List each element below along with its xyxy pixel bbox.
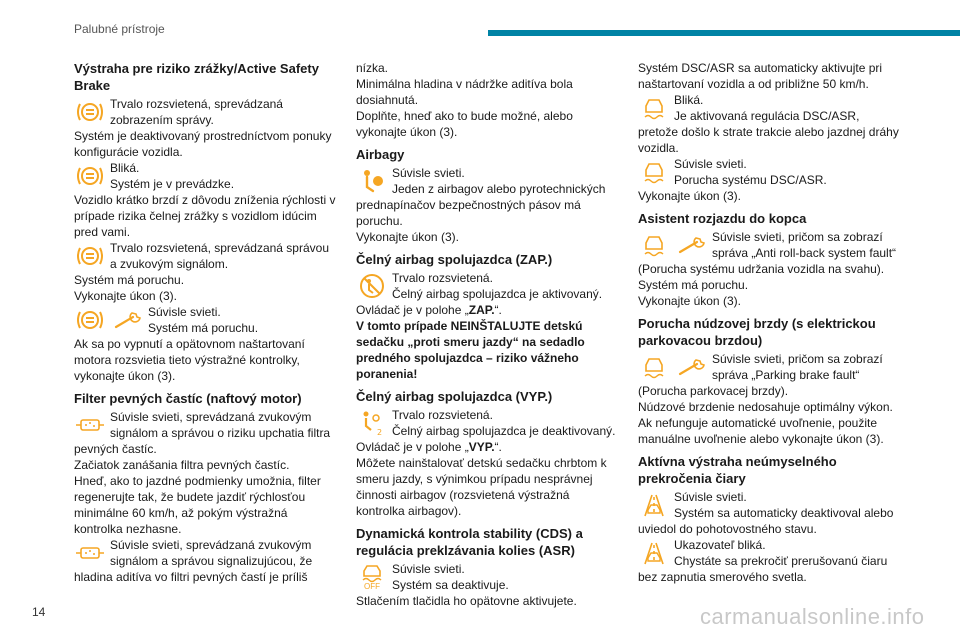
wrench-icon — [112, 305, 144, 335]
section-title-lane-departure: Aktívna výstraha neúmyselného prekročenia čiary — [638, 454, 837, 486]
collision-warning-icon — [74, 241, 106, 271]
indicator-row: Trvalo rozsvietená, sprevádzaná správou a zvukovým signálom. — [74, 240, 339, 272]
indicator-row: Súvisle svieti, sprevádzaná zvukovým signálom a správou signalizujúcou, že — [74, 537, 339, 569]
section-title-hill-start: Asistent rozjazdu do kopca — [638, 211, 807, 226]
indicator-row: 2 Trvalo rozsvietená. Čelný airbag spolujazdca je deaktivovaný. — [356, 407, 621, 439]
dsc-asr-icon — [638, 157, 670, 187]
indicator-row: Súvisle svieti, pričom sa zobrazí správa „Anti roll-back system fault“ — [638, 229, 903, 261]
collision-warning-icon — [74, 305, 106, 335]
particle-filter-icon — [74, 410, 106, 440]
indicator-row: OFF Súvisle svieti. Systém sa deaktivuje. — [356, 561, 621, 593]
lane-departure-icon — [638, 490, 670, 520]
airbag-icon — [356, 166, 388, 196]
particle-filter-icon — [74, 538, 106, 568]
wrench-icon — [676, 230, 708, 260]
svg-text:2: 2 — [377, 428, 383, 437]
dsc-asr-icon — [638, 352, 670, 382]
dsc-off-icon — [356, 562, 388, 592]
indicator-row: Súvisle svieti. Porucha systému DSC/ASR. — [638, 156, 903, 188]
section-title-airbag-on: Čelný airbag spolujazdca (ZAP.) — [356, 252, 553, 267]
indicator-row: Bliká. Systém je v prevádzke. — [74, 160, 339, 192]
header-title: Palubné prístroje — [74, 22, 165, 36]
section-title-airbag-off: Čelný airbag spolujazdca (VYP.) — [356, 389, 553, 404]
dsc-asr-icon — [638, 230, 670, 260]
page-number: 14 — [32, 605, 46, 619]
off-label: OFF — [364, 582, 380, 591]
header-accent-bar — [488, 30, 960, 36]
wrench-icon — [676, 352, 708, 382]
indicator-row: Súvisle svieti, sprevádzaná zvukovým signálom a správou o riziku upchatia filtra — [74, 409, 339, 441]
section-title-dsc-asr: Dynamická kontrola stability (CDS) a regulácia preklzávania kolies (ASR) — [356, 526, 583, 558]
indicator-row: Súvisle svieti, pričom sa zobrazí správa „Parking brake fault“ — [638, 351, 903, 383]
watermark: carmanualsonline.info — [700, 604, 925, 629]
indicator-row: Trvalo rozsvietená, sprevádzaná zobrazením správy. — [74, 96, 339, 128]
collision-warning-icon — [74, 97, 106, 127]
indicator-row: Bliká. Je aktivovaná regulácia DSC/ASR, — [638, 92, 903, 124]
column-2: nízka. Minimálna hladina v nádržke aditíva bola dosiahnutá. Doplňte, hneď ako to bude možné, alebo vykonajte úkon (3). Airbagy Súvisle svieti. Jeden z airbagov alebo pyrotechnických prednapínačov bezpečnostných pásov má poruchu. Vykonajte úkon (3). Čelný airbag spolujazdca (ZAP.) Trvalo rozsvietená. Čelný airbag spolujazdca je aktivovaný. Ovládač je v polohe „ZAP.“. V tomto prípade NEINŠTALUJTE detskú sedačku „proti smeru jazdy“ na sedadlo predného spolujazdca – riziko vážneho poranenia! Čelný airbag spolujazdca (VYP.) 2 Trvalo rozsvietená. Čelný airbag spolujazdca je deaktivovaný. Ovládač je v polohe „VYP.“. Môžete nainštalovať detskú sedačku chrbtom k smeru jazdy, s výnimkou prípadu nesprávnej činnosti airbagov (rozsvietená výstražná kontrolka airbagov). Dynamická kontrola stability (CDS) a regulácia preklzávania kolies (ASR) OFF Súvisle svieti. Systém sa deaktivuje. Stlačením tlačidla ho opätovne aktivujete. — [356, 60, 621, 609]
indicator-row: Súvisle svieti. Systém má poruchu. — [74, 304, 339, 336]
airbag-on-icon — [356, 271, 388, 301]
indicator-row: Súvisle svieti. Jeden z airbagov alebo pyrotechnických — [356, 165, 621, 197]
column-3: Systém DSC/ASR sa automaticky aktivujte pri naštartovaní vozidla a od približne 50 km/h. Bliká. Je aktivovaná regulácia DSC/ASR, pretože došlo k strate trakcie alebo jazdnej dráhy vozidla. Súvisle svieti. Porucha systému DSC/ASR. Vykonajte úkon (3). Asistent rozjazdu do kopca Súvisle svieti, pričom sa zobrazí správa „Anti roll-back system fault“ (Porucha systému udržania vozidla na svahu). Systém má poruchu. Vykonajte úkon (3). Porucha núdzovej brzdy (s elektrickou parkovacou brzdou) Súvisle svieti, pričom sa zobrazí správa „Parking brake fault“ (Porucha parkovacej brzdy). Núdzové brzdenie nedosahuje optimálny výkon. Ak nefunguje automatické uvoľnenie, použite manuálne uvoľnenie alebo vykonajte úkon (3). Aktívna výstraha neúmyselného prekročenia čiary Súvisle svieti. Systém sa automaticky deaktivoval alebo uviedol do pohotovostného stavu. Ukazovateľ bliká. Chystáte sa prekročiť prerušovanú čiaru bez zapnutia smerového svetla. — [638, 60, 903, 585]
indicator-row: Ukazovateľ bliká. Chystáte sa prekročiť prerušovanú čiaru — [638, 537, 903, 569]
section-title-collision-warning: Výstraha pre riziko zrážky/Active Safety Brake — [74, 61, 319, 93]
collision-warning-icon — [74, 161, 106, 191]
column-1: Výstraha pre riziko zrážky/Active Safety Brake Trvalo rozsvietená, sprevádzaná zobrazením správy. Systém je deaktivovaný prostredníctvom ponuky konfigurácie vozidla. Bliká. Systém je v prevádzke. Vozidlo krátko brzdí z dôvodu zníženia rýchlosti v prípade rizika čelnej zrážky s vozidlom idúcim pred vami. Trvalo rozsvietená, sprevádzaná správou a zvukovým signálom. Systém má poruchu. Vykonajte úkon (3). Súvisle svieti. Systém má poruchu. Ak sa po vypnutí a opätovnom naštartovaní motora rozsvietia tieto výstražné kontrolky, vykonajte úkon (3). Filter pevných častíc (naftový motor) Súvisle svieti, sprevádzaná zvukovým signálom a správou o riziku upchatia filtra pevných častíc. Začiatok zanášania filtra pevných častíc. Hneď, ako to jazdné podmienky umožnia, filter regenerujte tak, že budete jazdiť rýchlosťou minimálne 60 km/h, až pokým výstražná kontrolka nezhasne. Súvisle svieti, sprevádzaná zvukovým signálom a správou signalizujúcou, že hladina aditíva vo filtri pevných častí je príliš — [74, 60, 339, 585]
section-title-particle-filter: Filter pevných častíc (naftový motor) — [74, 391, 302, 406]
indicator-row: Súvisle svieti. Systém sa automaticky deaktivoval alebo — [638, 489, 903, 521]
lane-departure-icon — [638, 538, 670, 568]
airbag-off-icon — [356, 408, 388, 438]
indicator-row: Trvalo rozsvietená. Čelný airbag spolujazdca je aktivovaný. — [356, 270, 621, 302]
dsc-asr-icon — [638, 93, 670, 123]
section-title-emergency-brake: Porucha núdzovej brzdy (s elektrickou parkovacou brzdou) — [638, 316, 876, 348]
section-title-airbags: Airbagy — [356, 147, 405, 162]
safety-warning: V tomto prípade NEINŠTALUJTE detskú sedačku „proti smeru jazdy“ na sedadlo predného spolujazdca – riziko vážneho poranenia! — [356, 319, 585, 381]
